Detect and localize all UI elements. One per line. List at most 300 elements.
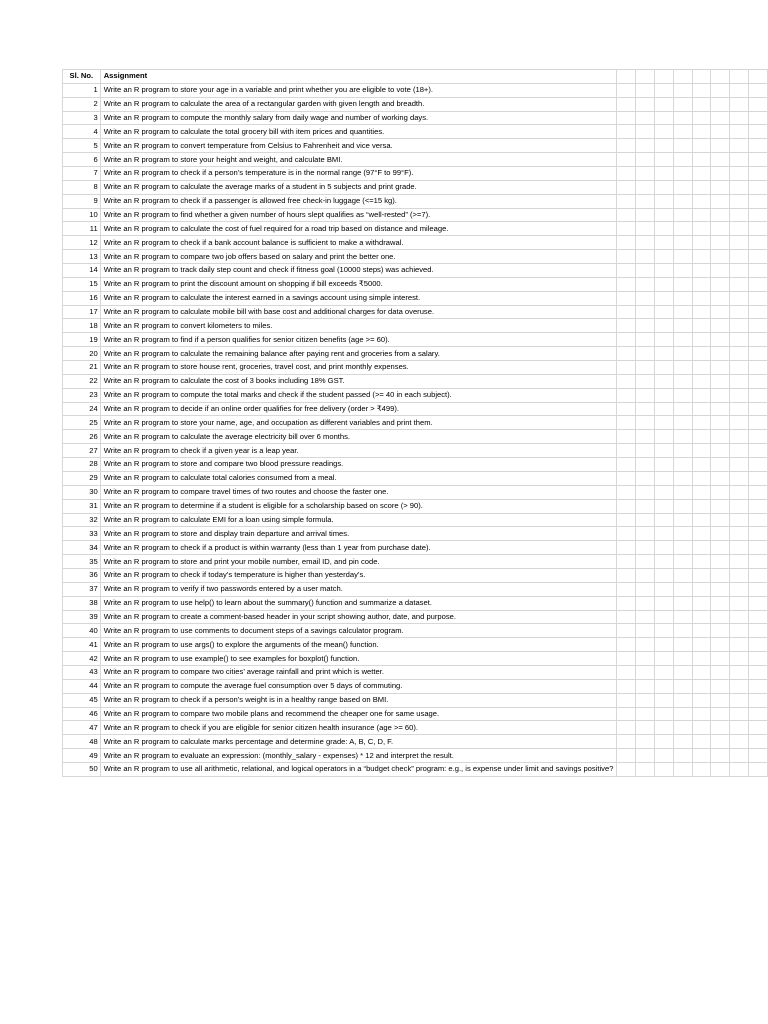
empty-cell: [655, 333, 674, 347]
empty-cell: [655, 388, 674, 402]
table-row: [63, 762, 768, 776]
empty-cell: [673, 374, 692, 388]
empty-cell: [749, 527, 768, 541]
empty-cell: [749, 388, 768, 402]
assignment-cell: [100, 555, 617, 569]
empty-cell: [730, 485, 749, 499]
empty-cell: [636, 388, 655, 402]
table-row: [63, 444, 768, 458]
empty-cell: [711, 638, 730, 652]
empty-cell: [730, 250, 749, 264]
table-row: [63, 236, 768, 250]
assignment-text: Write an R program to check if today’s temperature is higher than yesterday’s.: [103, 570, 366, 580]
empty-cell: [730, 610, 749, 624]
assignment-text: Write an R program to find if a person qualifies for senior citizen benefits (age >= 60).: [103, 334, 390, 344]
empty-cell: [749, 707, 768, 721]
empty-cell: [673, 83, 692, 97]
empty-cell: [711, 347, 730, 361]
empty-cell: [636, 236, 655, 250]
empty-cell: [655, 222, 674, 236]
empty-cell: [711, 665, 730, 679]
empty-cell: [655, 499, 674, 513]
empty-cell: [673, 305, 692, 319]
empty-cell: [655, 347, 674, 361]
empty-cell: [730, 153, 749, 167]
empty-cell: [711, 652, 730, 666]
assignment-text: Write an R program to check if a passenger is allowed free check-in luggage (<=15 kg).: [103, 196, 397, 206]
empty-cell: [617, 222, 636, 236]
empty-cell: [730, 319, 749, 333]
empty-cell: [711, 139, 730, 153]
empty-cell: [711, 555, 730, 569]
assignment-text: Write an R program to verify if two passwords entered by a user match.: [103, 584, 343, 594]
empty-cell: [673, 208, 692, 222]
empty-cell: [617, 499, 636, 513]
empty-cell: [636, 402, 655, 416]
empty-cell: [617, 471, 636, 485]
empty-cell: [617, 513, 636, 527]
empty-cell: [711, 707, 730, 721]
empty-cell: [673, 194, 692, 208]
empty-cell: [673, 652, 692, 666]
table-row: [63, 305, 768, 319]
empty-cell: [711, 236, 730, 250]
empty-cell: [692, 541, 711, 555]
table-row: [63, 194, 768, 208]
empty-cell: [749, 762, 768, 776]
empty-cell: [692, 374, 711, 388]
empty-cell: [749, 679, 768, 693]
empty-cell: [730, 596, 749, 610]
empty-cell: [655, 665, 674, 679]
empty-cell: [655, 652, 674, 666]
empty-cell: [673, 707, 692, 721]
empty-cell: [749, 236, 768, 250]
empty-cell: [673, 319, 692, 333]
empty-cell: [749, 568, 768, 582]
empty-cell: [636, 305, 655, 319]
empty-cell: [730, 208, 749, 222]
assignment-cell: [100, 679, 617, 693]
row-number: 28: [63, 458, 101, 472]
empty-cell: [692, 458, 711, 472]
empty-cell: [749, 277, 768, 291]
empty-cell: [730, 374, 749, 388]
empty-cell: [636, 333, 655, 347]
empty-cell: [711, 693, 730, 707]
empty-cell: [617, 97, 636, 111]
row-number: 8: [63, 180, 101, 194]
assignment-cell: [100, 458, 617, 472]
empty-cell: [730, 444, 749, 458]
table-row: [63, 679, 768, 693]
empty-cell: [655, 762, 674, 776]
assignment-cell: [100, 707, 617, 721]
empty-cell: [692, 361, 711, 375]
empty-cell: [655, 374, 674, 388]
empty-cell: [673, 499, 692, 513]
assignment-text: Write an R program to use help() to learn about the summary() function and summarize a dataset.: [103, 598, 432, 608]
empty-cell: [692, 167, 711, 181]
assignment-text: Write an R program to compute the monthly salary from daily wage and number of working days.: [103, 113, 429, 122]
empty-cell: [692, 471, 711, 485]
table-row: [63, 652, 768, 666]
empty-cell: [617, 388, 636, 402]
empty-cell: [673, 111, 692, 125]
assignment-text: Write an R program to calculate the average electricity bill over 6 months.: [103, 431, 351, 441]
empty-cell: [730, 291, 749, 305]
row-number: 44: [63, 679, 101, 693]
empty-cell: [673, 70, 692, 84]
assignment-text: Write an R program to evaluate an expression: (monthly_salary - expenses) * 12 and interpret the result.: [103, 750, 454, 760]
empty-cell: [749, 555, 768, 569]
header-row: [63, 70, 768, 84]
empty-cell: [673, 749, 692, 763]
empty-cell: [636, 458, 655, 472]
header-sl-no: Sl. No.: [63, 70, 101, 84]
assignment-cell: [100, 610, 617, 624]
table-row: [63, 610, 768, 624]
row-number: 17: [63, 305, 101, 319]
assignment-cell: [100, 139, 617, 153]
empty-cell: [711, 374, 730, 388]
empty-cell: [617, 762, 636, 776]
empty-cell: [636, 513, 655, 527]
assignment-cell: [100, 97, 617, 111]
empty-cell: [749, 222, 768, 236]
row-number: 1: [63, 83, 101, 97]
row-number: 38: [63, 596, 101, 610]
empty-cell: [692, 319, 711, 333]
row-number: 21: [63, 361, 101, 375]
assignment-cell: [100, 624, 617, 638]
empty-cell: [749, 485, 768, 499]
empty-cell: [617, 596, 636, 610]
empty-cell: [730, 388, 749, 402]
row-number: 7: [63, 167, 101, 181]
row-number: 2: [63, 97, 101, 111]
empty-cell: [617, 305, 636, 319]
empty-cell: [749, 291, 768, 305]
assignment-text: Write an R program to compare two cities’ average rainfall and print which is wetter.: [103, 667, 384, 677]
empty-cell: [692, 70, 711, 84]
empty-cell: [730, 527, 749, 541]
empty-cell: [673, 250, 692, 264]
empty-cell: [673, 180, 692, 194]
empty-cell: [692, 555, 711, 569]
empty-cell: [730, 125, 749, 139]
empty-cell: [655, 139, 674, 153]
assignment-text: Write an R program to store and display train departure and arrival times.: [103, 528, 350, 538]
empty-cell: [655, 125, 674, 139]
empty-cell: [730, 111, 749, 125]
empty-cell: [636, 707, 655, 721]
empty-cell: [673, 125, 692, 139]
empty-cell: [749, 541, 768, 555]
empty-cell: [692, 624, 711, 638]
assignment-text: Write an R program to store and compare two blood pressure readings.: [103, 459, 344, 469]
empty-cell: [692, 388, 711, 402]
assignment-text: Write an R program to calculate the average marks of a student in 5 subjects and print grade.: [103, 182, 417, 192]
empty-cell: [655, 485, 674, 499]
assignment-cell: [100, 291, 617, 305]
assignment-cell: [100, 499, 617, 513]
empty-cell: [655, 319, 674, 333]
empty-cell: [730, 749, 749, 763]
empty-cell: [711, 582, 730, 596]
empty-cell: [692, 749, 711, 763]
empty-cell: [636, 679, 655, 693]
empty-cell: [673, 444, 692, 458]
empty-cell: [749, 499, 768, 513]
empty-cell: [711, 388, 730, 402]
assignment-cell: [100, 527, 617, 541]
empty-cell: [655, 70, 674, 84]
empty-cell: [655, 458, 674, 472]
empty-cell: [692, 333, 711, 347]
empty-cell: [655, 305, 674, 319]
empty-cell: [749, 125, 768, 139]
empty-cell: [617, 624, 636, 638]
table-row: [63, 430, 768, 444]
empty-cell: [655, 250, 674, 264]
assignment-cell: [100, 471, 617, 485]
empty-cell: [655, 541, 674, 555]
empty-cell: [636, 762, 655, 776]
empty-cell: [655, 707, 674, 721]
empty-cell: [730, 264, 749, 278]
empty-cell: [617, 361, 636, 375]
empty-cell: [711, 250, 730, 264]
empty-cell: [673, 277, 692, 291]
empty-cell: [636, 250, 655, 264]
row-number: 50: [63, 762, 101, 776]
row-number: 24: [63, 402, 101, 416]
table-row: [63, 83, 768, 97]
empty-cell: [730, 541, 749, 555]
table-row: [63, 333, 768, 347]
row-number: 10: [63, 208, 101, 222]
empty-cell: [730, 582, 749, 596]
assignment-text: Write an R program to create a comment-based header in your script showing author, date, and purpose.: [103, 611, 457, 621]
empty-cell: [730, 236, 749, 250]
empty-cell: [673, 541, 692, 555]
empty-cell: [617, 402, 636, 416]
empty-cell: [692, 236, 711, 250]
empty-cell: [749, 139, 768, 153]
assignment-text: Write an R program to calculate EMI for a loan using simple formula.: [103, 514, 334, 524]
table-row: [63, 374, 768, 388]
empty-cell: [617, 638, 636, 652]
empty-cell: [711, 208, 730, 222]
table-row: [63, 347, 768, 361]
empty-cell: [711, 541, 730, 555]
empty-cell: [617, 652, 636, 666]
empty-cell: [692, 430, 711, 444]
empty-cell: [617, 167, 636, 181]
empty-cell: [655, 430, 674, 444]
empty-cell: [636, 665, 655, 679]
table-row: [63, 665, 768, 679]
empty-cell: [617, 679, 636, 693]
empty-cell: [692, 277, 711, 291]
empty-cell: [673, 596, 692, 610]
row-number: 49: [63, 749, 101, 763]
empty-cell: [636, 652, 655, 666]
assignment-text: Write an R program to track daily step count and check if fitness goal (10000 steps) was achieved.: [103, 265, 434, 275]
row-number: 47: [63, 721, 101, 735]
assignment-text: Write an R program to find whether a given number of hours slept qualifies as “well-rested” (>=7).: [103, 210, 431, 220]
assignment-cell: [100, 374, 617, 388]
assignment-text: Write an R program to calculate the interest earned in a savings account using simple interest.: [103, 293, 421, 303]
assignment-cell: [100, 749, 617, 763]
empty-cell: [673, 291, 692, 305]
empty-cell: [730, 305, 749, 319]
row-number: 35: [63, 555, 101, 569]
empty-cell: [730, 568, 749, 582]
empty-cell: [617, 111, 636, 125]
empty-cell: [692, 180, 711, 194]
empty-cell: [617, 527, 636, 541]
empty-cell: [655, 264, 674, 278]
empty-cell: [711, 305, 730, 319]
empty-cell: [711, 264, 730, 278]
empty-cell: [617, 568, 636, 582]
table-row: [63, 485, 768, 499]
empty-cell: [749, 610, 768, 624]
assignment-text: Write an R program to check if you are eligible for senior citizen health insurance (age >= 60).: [103, 722, 419, 732]
empty-cell: [730, 513, 749, 527]
empty-cell: [617, 444, 636, 458]
empty-cell: [692, 610, 711, 624]
empty-cell: [673, 624, 692, 638]
empty-cell: [692, 139, 711, 153]
empty-cell: [636, 319, 655, 333]
assignment-text: Write an R program to store your name, age, and occupation as different variables and print them.: [103, 417, 433, 427]
empty-cell: [655, 471, 674, 485]
row-number: 11: [63, 222, 101, 236]
empty-cell: [692, 153, 711, 167]
assignment-cell: [100, 250, 617, 264]
empty-cell: [655, 236, 674, 250]
empty-cell: [730, 347, 749, 361]
table-row: [63, 180, 768, 194]
table-row: [63, 208, 768, 222]
empty-cell: [749, 208, 768, 222]
row-number: 4: [63, 125, 101, 139]
row-number: 45: [63, 693, 101, 707]
empty-cell: [655, 610, 674, 624]
table-row: [63, 624, 768, 638]
empty-cell: [711, 485, 730, 499]
empty-cell: [617, 416, 636, 430]
empty-cell: [711, 749, 730, 763]
empty-cell: [730, 402, 749, 416]
empty-cell: [636, 735, 655, 749]
table-row: [63, 222, 768, 236]
assignment-text: Write an R program to calculate the cost of 3 books including 18% GST.: [103, 376, 345, 386]
empty-cell: [673, 153, 692, 167]
assignment-cell: [100, 762, 617, 776]
empty-cell: [692, 347, 711, 361]
empty-cell: [730, 665, 749, 679]
row-number: 27: [63, 444, 101, 458]
empty-cell: [655, 167, 674, 181]
empty-cell: [636, 264, 655, 278]
empty-cell: [636, 485, 655, 499]
assignment-cell: [100, 111, 617, 125]
assignment-cell: [100, 485, 617, 499]
empty-cell: [730, 762, 749, 776]
row-number: 26: [63, 430, 101, 444]
empty-cell: [730, 652, 749, 666]
assignment-cell: [100, 596, 617, 610]
assignment-text: Write an R program to decide if an online order qualifies for free delivery (order > ₹499).: [103, 404, 399, 414]
assignment-cell: [100, 568, 617, 582]
assignment-text: Write an R program to calculate the cost of fuel required for a road trip based on distance and mileage.: [103, 223, 449, 233]
empty-cell: [749, 167, 768, 181]
row-number: 36: [63, 568, 101, 582]
table-row: [63, 693, 768, 707]
assignment-sheet: [62, 69, 768, 777]
assignment-cell: [100, 582, 617, 596]
assignment-text: Write an R program to store house rent, groceries, travel cost, and print monthly expenses.: [103, 362, 409, 372]
empty-cell: [749, 70, 768, 84]
empty-cell: [673, 679, 692, 693]
row-number: 33: [63, 527, 101, 541]
assignment-cell: [100, 402, 617, 416]
assignment-text: Write an R program to compare two job offers based on salary and print the better one.: [103, 251, 396, 261]
empty-cell: [711, 735, 730, 749]
empty-cell: [711, 444, 730, 458]
table-row: [63, 458, 768, 472]
empty-cell: [655, 194, 674, 208]
assignment-cell: [100, 83, 617, 97]
table-row: [63, 555, 768, 569]
empty-cell: [636, 693, 655, 707]
empty-cell: [692, 652, 711, 666]
empty-cell: [730, 471, 749, 485]
empty-cell: [692, 416, 711, 430]
empty-cell: [711, 416, 730, 430]
empty-cell: [673, 638, 692, 652]
row-number: 41: [63, 638, 101, 652]
empty-cell: [617, 749, 636, 763]
empty-cell: [730, 194, 749, 208]
empty-cell: [730, 333, 749, 347]
empty-cell: [692, 222, 711, 236]
empty-cell: [692, 513, 711, 527]
empty-cell: [692, 305, 711, 319]
empty-cell: [673, 139, 692, 153]
empty-cell: [692, 638, 711, 652]
table-row: [63, 97, 768, 111]
empty-cell: [749, 153, 768, 167]
table-row: [63, 277, 768, 291]
empty-cell: [673, 665, 692, 679]
assignment-text: Write an R program to use all arithmetic, relational, and logical operators in a “budget check” program: e.g., is expense under limit and savings positive?: [103, 764, 614, 774]
empty-cell: [673, 388, 692, 402]
empty-cell: [692, 111, 711, 125]
empty-cell: [730, 499, 749, 513]
empty-cell: [711, 624, 730, 638]
assignment-text: Write an R program to compute the total marks and check if the student passed (>= 40 in each subject).: [103, 390, 452, 400]
empty-cell: [711, 83, 730, 97]
empty-cell: [749, 264, 768, 278]
empty-cell: [617, 70, 636, 84]
empty-cell: [673, 264, 692, 278]
empty-cell: [617, 333, 636, 347]
